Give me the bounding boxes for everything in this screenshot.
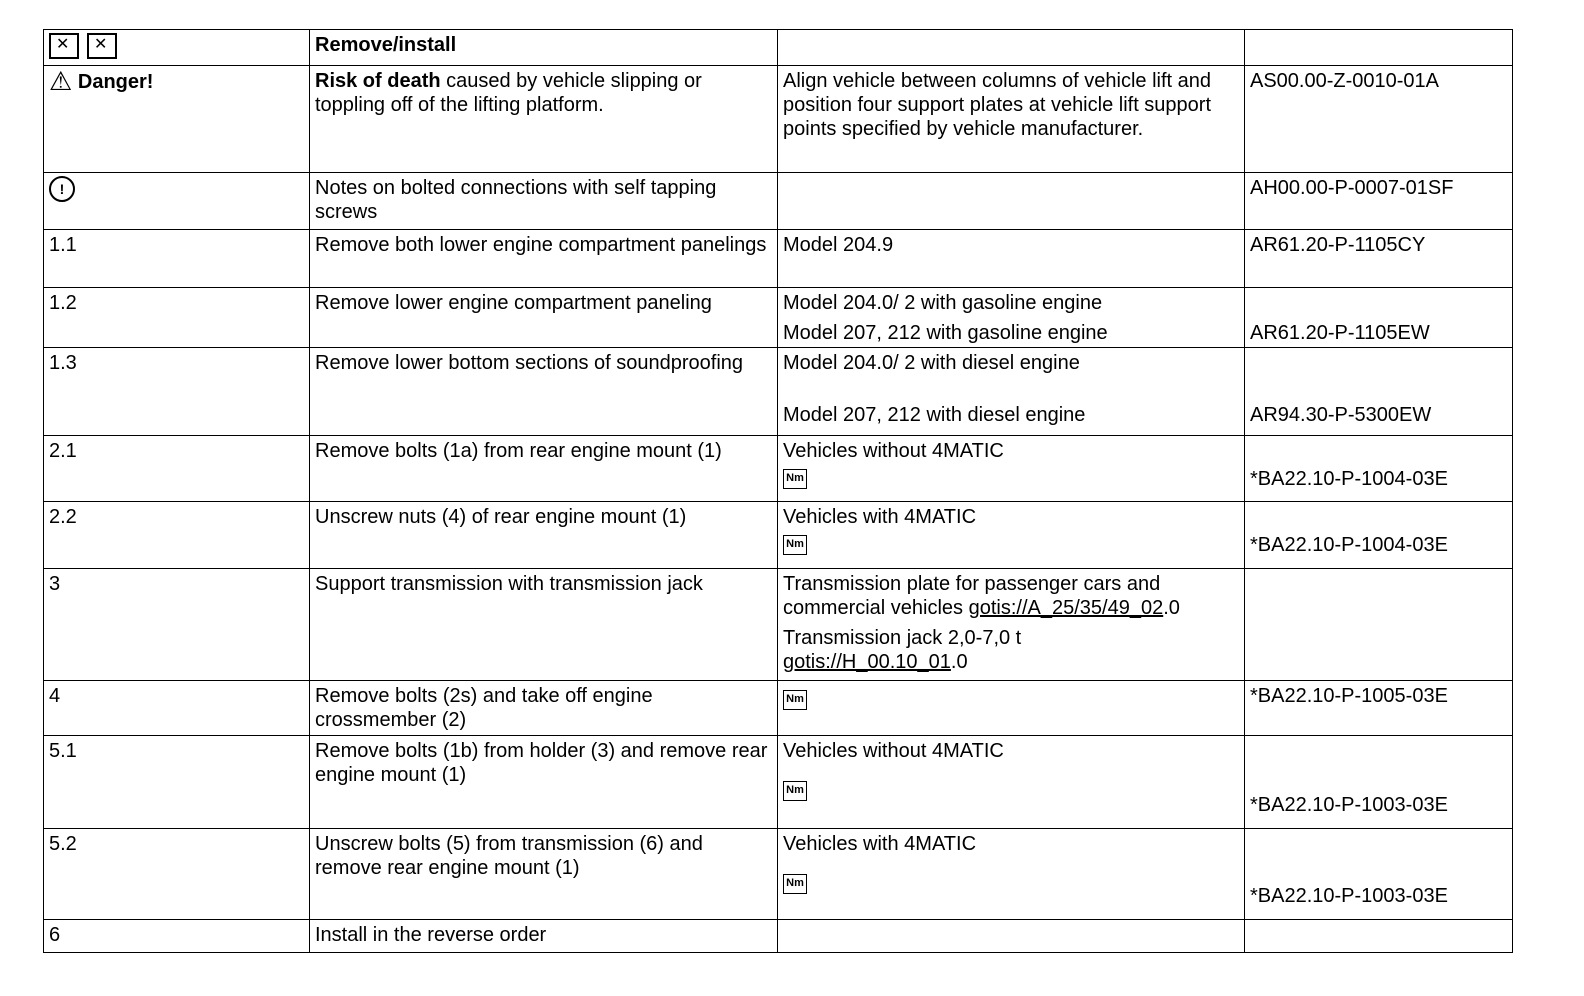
note-ref[interactable]: AH00.00-P-0007-01SF <box>1245 173 1513 230</box>
tool-1-text: Transmission plate for passenger cars and commercial vehicles <box>783 573 1161 619</box>
step-number: 2.1 <box>44 436 310 502</box>
danger-label: Danger! <box>77 71 154 93</box>
tool-2 <box>783 650 1239 674</box>
note-row <box>44 173 1513 230</box>
step-text: Remove bolts (2s) and take off engine crossmember (2) <box>310 681 778 736</box>
step-ref[interactable]: AR61.20-P-1105EW <box>1250 322 1430 344</box>
tool-1 <box>783 572 1239 620</box>
danger-label-cell <box>44 66 310 173</box>
header-empty-4 <box>1245 30 1513 66</box>
torque-nm-icon[interactable]: Nm <box>783 690 807 710</box>
step-condition-1: Model 204.0/ 2 with gasoline engine <box>783 292 1103 314</box>
torque-nm-icon[interactable]: Nm <box>783 469 807 489</box>
step-condition-2: Model 207, 212 with diesel engine <box>783 404 1086 426</box>
step-text: Support transmission with transmission jack <box>310 569 778 681</box>
step-condition: Model 204.9 <box>778 230 1245 288</box>
step-condition-cell <box>778 288 1245 348</box>
warning-triangle-icon: ⚠ <box>49 66 73 96</box>
danger-risk-cell <box>310 66 778 173</box>
step-ref-cell <box>1245 436 1513 502</box>
table-row <box>44 736 1513 829</box>
step-condition-1: Model 204.0/ 2 with diesel engine <box>783 352 1080 374</box>
step-ref[interactable]: *BA22.10-P-1003-03E <box>1250 794 1448 816</box>
step-ref-cell <box>1245 502 1513 569</box>
tool-1-link[interactable]: gotis://A_25/35/49_02 <box>968 597 1164 619</box>
step-condition-cell <box>778 436 1245 502</box>
step-number: 4 <box>44 681 310 736</box>
step-condition-cell <box>778 348 1245 436</box>
step-condition-cell <box>778 736 1245 829</box>
step-text: Unscrew nuts (4) of rear engine mount (1) <box>310 502 778 569</box>
step-number: 3 <box>44 569 310 681</box>
step-ref[interactable]: AR61.20-P-1105CY <box>1245 230 1513 288</box>
step-text: Unscrew bolts (5) from transmission (6) and remove rear engine mount (1) <box>310 829 778 920</box>
step-ref-cell <box>1245 288 1513 348</box>
step-text: Remove bolts (1b) from holder (3) and remove rear engine mount (1) <box>310 736 778 829</box>
step-empty-4 <box>1245 920 1513 953</box>
danger-row <box>44 66 1513 173</box>
step-empty-3 <box>778 920 1245 953</box>
table-row <box>44 288 1513 348</box>
step-ref[interactable]: *BA22.10-P-1004-03E <box>1250 468 1448 490</box>
step-condition-cell <box>778 681 1245 736</box>
step-text: Remove lower engine compartment paneling <box>310 288 778 348</box>
step-text: Install in the reverse order <box>310 920 778 953</box>
step-number: 1.3 <box>44 348 310 436</box>
tool-2-text: Transmission jack 2,0-7,0 t <box>783 627 1022 649</box>
step-ref[interactable]: *BA22.10-P-1004-03E <box>1250 534 1448 556</box>
step-ref[interactable]: AR94.30-P-5300EW <box>1250 404 1432 426</box>
note-icon: ! <box>49 176 75 202</box>
table-row <box>44 502 1513 569</box>
tool-2-suffix: .0 <box>950 651 968 673</box>
step-ref[interactable]: *BA22.10-P-1003-03E <box>1250 885 1448 907</box>
step-condition: Vehicles without 4MATIC <box>783 740 1004 762</box>
table-row <box>44 681 1513 736</box>
step-tools-cell <box>778 569 1245 681</box>
step-text: Remove both lower engine compartment panelings <box>310 230 778 288</box>
tool-2-link[interactable]: gotis://H_00.10_01 <box>783 651 951 673</box>
danger-risk-text: caused by vehicle slipping or toppling off of the lifting platform. <box>315 70 702 116</box>
header-icons-cell <box>44 30 310 66</box>
note-text: Notes on bolted connections with self tapping screws <box>310 173 778 230</box>
table-row <box>44 569 1513 681</box>
expand-icon[interactable] <box>49 33 79 59</box>
step-condition-2: Model 207, 212 with gasoline engine <box>783 322 1108 344</box>
collapse-icon[interactable] <box>87 33 117 59</box>
step-ref-cell <box>1245 736 1513 829</box>
danger-ref[interactable]: AS00.00-Z-0010-01A <box>1245 66 1513 173</box>
step-ref[interactable]: *BA22.10-P-1005-03E <box>1245 681 1513 736</box>
step-number: 6 <box>44 920 310 953</box>
table-row <box>44 230 1513 288</box>
table-row <box>44 920 1513 953</box>
step-ref-empty <box>1245 569 1513 681</box>
step-condition: Vehicles with 4MATIC <box>783 506 977 528</box>
step-number: 5.1 <box>44 736 310 829</box>
step-condition-cell <box>778 829 1245 920</box>
step-text: Remove lower bottom sections of soundproofing <box>310 348 778 436</box>
step-number: 5.2 <box>44 829 310 920</box>
step-condition: Vehicles without 4MATIC <box>783 440 1004 462</box>
torque-nm-icon[interactable]: Nm <box>783 535 807 555</box>
step-ref-cell <box>1245 348 1513 436</box>
step-ref-cell <box>1245 829 1513 920</box>
torque-nm-icon[interactable]: Nm <box>783 874 807 894</box>
header-empty-3 <box>778 30 1245 66</box>
table-row <box>44 829 1513 920</box>
torque-nm-icon[interactable]: Nm <box>783 781 807 801</box>
tool-1-suffix: .0 <box>1163 597 1180 619</box>
procedure-table <box>43 29 1513 953</box>
table-row <box>44 348 1513 436</box>
step-text: Remove bolts (1a) from rear engine mount (1) <box>310 436 778 502</box>
step-condition-cell <box>778 502 1245 569</box>
header-title: Remove/install <box>310 30 778 66</box>
step-condition: Vehicles with 4MATIC <box>783 833 977 855</box>
table-row <box>44 436 1513 502</box>
danger-risk-bold: Risk of death <box>315 70 441 92</box>
danger-action: Align vehicle between columns of vehicle lift and position four support plates at vehicle lift support points specified by vehicle manufacturer. <box>778 66 1245 173</box>
step-number: 1.2 <box>44 288 310 348</box>
note-empty <box>778 173 1245 230</box>
note-icon-cell <box>44 173 310 230</box>
step-number: 1.1 <box>44 230 310 288</box>
header-row <box>44 30 1513 66</box>
step-number: 2.2 <box>44 502 310 569</box>
